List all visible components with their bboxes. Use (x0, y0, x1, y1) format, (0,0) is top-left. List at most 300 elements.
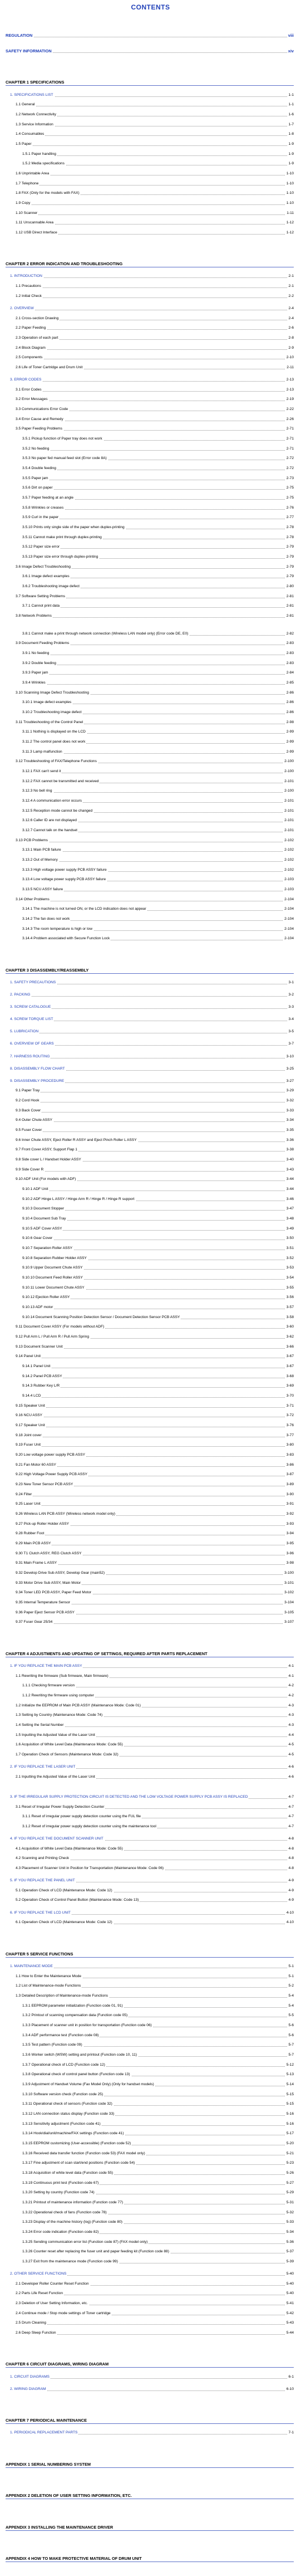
toc-entry-title: 9.10.1 ADF Unit (6, 1187, 50, 1191)
toc-entry-page: 2-86 (286, 700, 294, 705)
toc-entry[interactable] (6, 466, 294, 471)
toc-entry[interactable] (6, 1364, 294, 1369)
toc-entry-page: 4-2 (288, 1694, 294, 1697)
toc-entry[interactable] (6, 1066, 294, 1072)
toc-entry[interactable] (6, 1723, 294, 1728)
toc-entry[interactable] (6, 1305, 294, 1310)
toc-entry[interactable] (6, 641, 294, 646)
toc-entry[interactable] (6, 1098, 294, 1104)
toc-entry[interactable] (6, 897, 294, 902)
toc-entry-page: 5-15 (286, 2102, 294, 2106)
toc-entry[interactable] (6, 1374, 294, 1379)
toc-entry-title: 4.1 Acquisition of White Level Data (Maintenance Mode: Code 55) (6, 1847, 124, 1851)
toc-entry[interactable] (6, 2151, 294, 2157)
toc-entry[interactable] (6, 1187, 294, 1192)
toc-entry-page: 3-100 (284, 1571, 294, 1575)
toc-entry[interactable] (6, 544, 294, 550)
toc-entry-page: 5-12 (286, 2062, 294, 2067)
toc-entry-title: 7. HARNESS ROUTING (6, 1055, 51, 1058)
toc-entry-title: 3.13.4 Low voltage power supply PCB ASSY failure (6, 877, 107, 881)
toc-entry-page: 2-104 (284, 936, 294, 941)
toc-entry[interactable] (6, 2311, 294, 2316)
toc-entry[interactable] (6, 1836, 294, 1842)
toc-entry-title: 1.3.9 Adjustment of Handset Volume (Fax Model Only) (Only for handset models) (6, 2082, 155, 2086)
toc-entry-title: 9.26 Wireless LAN PCB ASSY (Wireless network model only) (6, 1512, 116, 1516)
toc-entry-title: 5. LUBRICATION (6, 1030, 40, 1033)
toc-entry[interactable] (6, 729, 294, 735)
toc-entry[interactable] (6, 102, 294, 108)
toc-entry-page: 4-5 (288, 1743, 294, 1747)
toc-entry-title: 1.5.1 Paper handling (6, 152, 57, 156)
toc-entry[interactable] (6, 2180, 294, 2186)
toc-entry-title: 3.13.3 High voltage power supply PCB ASSY failure (6, 868, 108, 872)
toc-entry[interactable] (6, 1888, 294, 1894)
toc-entry[interactable] (6, 1693, 294, 1699)
toc-entry[interactable] (6, 916, 294, 922)
toc-entry-page: 3-89 (286, 1482, 294, 1486)
toc-entry[interactable] (6, 584, 294, 589)
toc-entry[interactable] (6, 720, 294, 725)
toc-entry[interactable] (6, 992, 294, 998)
toc-entry-page: 3-43 (286, 1167, 294, 1172)
toc-entry[interactable] (6, 847, 294, 853)
toc-entry-page: 3-96 (286, 1551, 294, 1555)
toc-entry-title: 3.13.1 Main PCB failure (6, 848, 62, 852)
toc-entry[interactable] (6, 1216, 294, 1222)
toc-entry[interactable] (6, 1403, 294, 1409)
toc-entry[interactable] (6, 926, 294, 932)
toc-entry[interactable] (6, 2301, 294, 2306)
toc-entry[interactable] (6, 2219, 294, 2225)
toc-entry[interactable] (6, 92, 294, 98)
toc-entry[interactable] (6, 476, 294, 481)
toc-entry[interactable] (6, 2374, 294, 2380)
toc-entry-title: 1.9 Copy (6, 201, 31, 205)
toc-entry-title: 2.3 Deletion of User Setting Information, etc. (6, 2301, 89, 2305)
toc-entry[interactable] (6, 1285, 294, 1291)
toc-entry-title: 1. PERIODICAL REPLACEMENT PARTS (6, 2431, 78, 2434)
toc-entry[interactable] (6, 112, 294, 118)
toc-entry[interactable] (6, 426, 294, 432)
toc-entry-title: 3.5.13 Paper size error through duplex-printing (6, 555, 99, 559)
toc-entry-page: 2-103 (284, 887, 294, 892)
toc-entry[interactable] (6, 294, 294, 299)
toc-entry[interactable] (6, 2092, 294, 2097)
toc-entry-page: 4-6 (288, 1774, 294, 1779)
toc-entry[interactable] (6, 345, 294, 351)
toc-entry[interactable] (6, 710, 294, 715)
toc-entry[interactable] (6, 700, 294, 705)
toc-entry[interactable] (6, 1236, 294, 1241)
toc-entry[interactable] (6, 1590, 294, 1596)
toc-entry[interactable] (6, 1492, 294, 1497)
toc-entry[interactable] (6, 1147, 294, 1153)
toc-entry[interactable] (6, 1794, 294, 1800)
toc-entry[interactable] (6, 2052, 294, 2058)
toc-entry-title: 3.7.1 Cannot print data (6, 604, 61, 608)
toc-entry[interactable] (6, 1226, 294, 1232)
toc-entry[interactable] (6, 1423, 294, 1428)
toc-entry[interactable] (6, 690, 294, 696)
toc-entry[interactable] (6, 670, 294, 676)
toc-entry[interactable] (6, 1866, 294, 1871)
toc-entry-page: 3-90 (286, 1492, 294, 1496)
toc-entry-title: CHAPTER 3 DISASSEMBLY/REASSEMBLY (6, 967, 89, 973)
toc-entry-page: 2-101 (284, 799, 294, 803)
toc-entry[interactable] (6, 2387, 294, 2392)
toc-entry[interactable] (6, 1275, 294, 1281)
toc-entry[interactable] (6, 1108, 294, 1114)
toc-entry[interactable] (6, 2111, 294, 2117)
toc-entry[interactable] (6, 335, 294, 341)
toc-entry[interactable] (6, 651, 294, 656)
toc-entry[interactable] (6, 739, 294, 745)
toc-entry-title: 9.35 Internal Temperature Sensor (6, 1601, 71, 1604)
toc-entry[interactable] (6, 1433, 294, 1438)
toc-entry[interactable] (6, 1004, 294, 1010)
toc-entry[interactable] (6, 2259, 294, 2265)
toc-entry[interactable] (6, 1610, 294, 1616)
toc-entry[interactable] (6, 2023, 294, 2028)
toc-entry[interactable] (6, 1157, 294, 1163)
toc-entry[interactable] (6, 906, 294, 912)
toc-entry[interactable] (6, 1054, 294, 1060)
toc-entry[interactable] (6, 1856, 294, 1861)
toc-entry-title: 9.6 Inner Chute ASSY, Eject Roller R ASSY and Eject Pinch Roller L ASSY (6, 1138, 138, 1142)
toc-entry[interactable] (6, 1521, 294, 1527)
toc-entry-page: 2-26 (286, 417, 294, 421)
toc-entry[interactable] (6, 1029, 294, 1035)
toc-entry[interactable] (6, 2141, 294, 2146)
toc-entry-title: 1.1.2 Rewriting the firmware using computer (6, 1694, 95, 1697)
toc-entry[interactable] (6, 2240, 294, 2245)
toc-entry[interactable] (6, 818, 294, 823)
toc-entry[interactable] (6, 1472, 294, 1477)
toc-entry-page: 3-3 (288, 1005, 294, 1009)
toc-entry[interactable] (6, 2281, 294, 2287)
toc-entry-page: 4-3 (288, 1723, 294, 1727)
toc-entry[interactable] (6, 877, 294, 882)
toc-entry[interactable] (6, 387, 294, 393)
toc-entry-title: 3.5.11 Cannot make print through duplex-printing (6, 535, 103, 539)
toc-entry[interactable] (6, 2229, 294, 2235)
toc-entry-page: 2-104 (284, 926, 294, 931)
toc-entry-page: 3-95 (286, 1541, 294, 1545)
toc-entry[interactable] (6, 603, 294, 609)
toc-entry[interactable] (6, 495, 294, 501)
toc-entry[interactable] (6, 2200, 294, 2206)
toc-entry[interactable] (6, 1674, 294, 1679)
toc-entry[interactable] (6, 1079, 294, 1084)
toc-entry[interactable] (6, 2121, 294, 2127)
toc-entry[interactable] (6, 2249, 294, 2255)
toc-entry-page: 5-13 (286, 2072, 294, 2077)
toc-entry[interactable] (6, 306, 294, 311)
toc-entry[interactable] (6, 171, 294, 177)
toc-entry-title: 1. IF YOU REPLACE THE MAIN PCB ASSY (6, 1664, 83, 1668)
toc-entry[interactable] (6, 1580, 294, 1586)
toc-entry-title: 2. WIRING DIAGRAM (6, 2387, 47, 2391)
toc-entry-title: 9.32 Develop Drive Sub ASSY, Develop Gear (main52) (6, 1571, 106, 1575)
toc-entry-title: 9. DISASSEMBLY PROCEDURE (6, 1079, 65, 1083)
toc-entry[interactable] (6, 631, 294, 637)
toc-entry[interactable] (6, 1541, 294, 1546)
toc-entry-page: 2-99 (286, 749, 294, 754)
toc-entry[interactable] (6, 525, 294, 530)
dot-leader (6, 204, 294, 205)
toc-entry[interactable] (6, 1993, 294, 1999)
toc-entry-title: 1. MAINTENANCE MODE (6, 1964, 54, 1968)
toc-entry[interactable] (6, 485, 294, 491)
toc-entry[interactable] (6, 1206, 294, 1212)
toc-entry[interactable] (6, 2330, 294, 2336)
toc-entry[interactable] (6, 1619, 294, 1625)
toc-entry-title: SAFETY INFORMATION (6, 48, 52, 53)
toc-entry-page: 5-7 (288, 2052, 294, 2057)
toc-entry[interactable] (6, 749, 294, 755)
dot-leader (6, 391, 294, 392)
toc-entry[interactable] (6, 1663, 294, 1669)
toc-entry[interactable] (6, 1315, 294, 1320)
toc-entry[interactable] (6, 1413, 294, 1418)
toc-entry[interactable] (6, 1177, 294, 1182)
toc-entry-title: 1. SAFETY PRECAUTIONS (6, 980, 57, 984)
toc-entry[interactable] (6, 48, 294, 54)
toc-entry[interactable] (6, 838, 294, 843)
toc-entry[interactable] (6, 808, 294, 814)
toc-entry[interactable] (6, 1462, 294, 1468)
toc-entry[interactable] (6, 284, 294, 289)
toc-entry[interactable] (6, 2003, 294, 2009)
toc-entry-title: 1.3.16 Received data transfer function (Function code 53) (FAX model only) (6, 2151, 146, 2155)
toc-entry[interactable] (6, 1764, 294, 1770)
toc-entry[interactable] (6, 535, 294, 540)
toc-entry[interactable] (6, 1482, 294, 1487)
toc-entry[interactable] (6, 1295, 294, 1300)
toc-entry[interactable] (6, 2033, 294, 2038)
toc-entry[interactable] (6, 1334, 294, 1340)
toc-entry[interactable] (6, 230, 294, 236)
toc-entry-title: 3.13.2 Out of Memory (6, 858, 59, 862)
toc-entry[interactable] (6, 181, 294, 187)
toc-entry[interactable] (6, 1501, 294, 1507)
toc-entry[interactable] (6, 2072, 294, 2077)
toc-entry[interactable] (6, 1088, 294, 1094)
toc-entry-page: 3-101 (284, 1580, 294, 1585)
toc-entry[interactable] (6, 1354, 294, 1359)
toc-entry[interactable] (6, 2042, 294, 2048)
toc-entry[interactable] (6, 1983, 294, 1989)
toc-entry[interactable] (6, 1846, 294, 1852)
toc-entry[interactable] (6, 1814, 294, 1819)
toc-entry[interactable] (6, 759, 294, 764)
toc-entry[interactable] (6, 1824, 294, 1829)
toc-entry[interactable] (6, 1600, 294, 1606)
toc-entry[interactable] (6, 1897, 294, 1903)
toc-entry-page: 5-16 (286, 2121, 294, 2126)
toc-entry[interactable] (6, 1452, 294, 1458)
toc-entry-page: 2-101 (284, 818, 294, 823)
toc-entry[interactable] (6, 1246, 294, 1251)
toc-entry[interactable] (6, 1774, 294, 1780)
toc-entry[interactable] (6, 365, 294, 370)
toc-entry[interactable] (6, 779, 294, 784)
toc-entry[interactable] (6, 1703, 294, 1709)
toc-entry[interactable] (6, 274, 294, 279)
toc-entry[interactable] (6, 1742, 294, 1748)
toc-entry[interactable] (6, 857, 294, 863)
toc-entry[interactable] (6, 1910, 294, 1916)
toc-entry[interactable] (6, 2291, 294, 2296)
toc-entry[interactable] (6, 1570, 294, 1576)
toc-entry[interactable] (6, 613, 294, 619)
toc-entry[interactable] (6, 1265, 294, 1271)
toc-entry[interactable] (6, 2160, 294, 2166)
toc-entry-title: 1. INTRODUCTION (6, 274, 43, 278)
toc-entry[interactable] (6, 446, 294, 452)
toc-entry-title: 9.30 T1 Clutch ASSY, REG Clutch ASSY (6, 1552, 83, 1555)
toc-entry-title: 9.12 Pull Arm L / Pull Arm R / Pull Arm Spring (6, 1335, 90, 1339)
toc-entry[interactable] (6, 220, 294, 226)
toc-entry[interactable] (6, 2210, 294, 2216)
toc-entry-title: 2.1 Cross-section Drawing (6, 316, 60, 320)
toc-entry[interactable] (6, 2271, 294, 2277)
toc-entry[interactable] (6, 788, 294, 794)
toc-entry[interactable] (6, 828, 294, 833)
toc-entry[interactable] (6, 325, 294, 331)
toc-entry[interactable] (6, 1383, 294, 1389)
toc-entry-title: 9.15 Speaker Unit (6, 1404, 46, 1408)
toc-entry[interactable] (6, 1138, 294, 1143)
toc-entry-page: 2-71 (286, 436, 294, 441)
toc-entry[interactable] (6, 1511, 294, 1517)
toc-entry-page: 3-1 (288, 980, 294, 984)
dot-leader (6, 1407, 294, 1408)
toc-entry[interactable] (6, 456, 294, 461)
toc-entry[interactable] (6, 936, 294, 941)
toc-entry[interactable] (6, 1878, 294, 1884)
toc-entry-title: 9.23 New Toner Sensor PCB ASSY (6, 1482, 74, 1486)
toc-entry[interactable] (6, 1324, 294, 1330)
toc-entry-title: 3.14.4 Problem associated with Secure Function Lock (6, 936, 111, 940)
toc-entry[interactable] (6, 1442, 294, 1448)
toc-entry[interactable] (6, 1713, 294, 1718)
toc-entry-title: 9.1 Paper Tray (6, 1089, 41, 1092)
toc-entry-page: 2-102 (284, 858, 294, 862)
toc-entry-page: 2-86 (286, 690, 294, 695)
toc-entry[interactable] (6, 1344, 294, 1350)
toc-entry[interactable] (6, 564, 294, 570)
toc-entry[interactable] (6, 161, 294, 167)
toc-entry[interactable] (6, 152, 294, 157)
toc-entry[interactable] (6, 2170, 294, 2176)
toc-entry[interactable] (6, 2320, 294, 2326)
toc-entry[interactable] (6, 1752, 294, 1758)
toc-entry[interactable] (6, 798, 294, 804)
toc-entry[interactable] (6, 2082, 294, 2087)
toc-entry[interactable] (6, 2101, 294, 2107)
toc-entry[interactable] (6, 867, 294, 873)
toc-entry-page: 3-93 (286, 1521, 294, 1526)
toc-entry-title: 3.5.9 Curl in the paper (6, 515, 60, 519)
toc-entry[interactable] (6, 355, 294, 360)
toc-entry-title: 9.10 ADF Unit (For models with ADF) (6, 1177, 77, 1181)
toc-entry[interactable] (6, 1920, 294, 1925)
toc-entry[interactable] (6, 191, 294, 196)
toc-entry-title: 3.14.2 The fan does not work (6, 917, 71, 921)
toc-entry[interactable] (6, 2013, 294, 2018)
toc-entry[interactable] (6, 211, 294, 216)
toc-entry[interactable] (6, 2190, 294, 2196)
toc-entry[interactable] (6, 887, 294, 892)
toc-entry[interactable] (6, 1804, 294, 1810)
toc-entry[interactable] (6, 407, 294, 412)
toc-entry[interactable] (6, 1118, 294, 1123)
toc-entry[interactable] (6, 1197, 294, 1202)
toc-entry[interactable] (6, 201, 294, 206)
toc-entry-page: 5-21 (286, 2151, 294, 2155)
toc-entry-page: 3-34 (286, 1118, 294, 1123)
toc-entry[interactable] (6, 316, 294, 321)
toc-entry[interactable] (6, 505, 294, 511)
toc-entry[interactable] (6, 1531, 294, 1536)
toc-entry[interactable] (6, 417, 294, 422)
toc-entry[interactable] (6, 122, 294, 128)
toc-entry-title: CHAPTER 4 ADJUSTMENTS AND UPDATING OF SETTINGS, REQUIRED AFTER PARTS REPLACEMENT (6, 1651, 208, 1656)
toc-entry[interactable] (6, 574, 294, 579)
toc-entry[interactable] (6, 515, 294, 520)
toc-entry[interactable] (6, 1167, 294, 1173)
toc-entry[interactable] (6, 436, 294, 442)
toc-entry[interactable] (6, 680, 294, 686)
toc-entry[interactable] (6, 1733, 294, 1738)
toc-entry[interactable] (6, 1128, 294, 1133)
toc-entry[interactable] (6, 769, 294, 774)
dot-leader (6, 381, 294, 382)
toc-entry[interactable] (6, 1560, 294, 1566)
toc-entry-page: 3-94 (286, 1531, 294, 1536)
toc-entry[interactable] (6, 1964, 294, 1969)
toc-entry[interactable] (6, 1551, 294, 1557)
toc-entry-title: 1.3.6 Worker switch (WSW) setting and printout (Function code 10, 11) (6, 2053, 138, 2057)
toc-entry[interactable] (6, 2131, 294, 2136)
toc-entry[interactable] (6, 1683, 294, 1689)
toc-entry-page: 4-10 (286, 1920, 294, 1925)
toc-entry[interactable] (6, 142, 294, 147)
toc-entry[interactable] (6, 131, 294, 137)
toc-entry[interactable] (6, 1041, 294, 1047)
toc-entry-title: 1.12 USB Direct Interface (6, 231, 58, 235)
toc-entry[interactable] (6, 554, 294, 560)
toc-entry[interactable] (6, 377, 294, 383)
toc-entry[interactable] (6, 980, 294, 985)
toc-entry[interactable] (6, 594, 294, 599)
toc-entry[interactable] (6, 397, 294, 402)
toc-entry-title: 3.5.4 Double feeding (6, 466, 57, 470)
toc-entry[interactable] (6, 661, 294, 666)
toc-entry-page: 4-6 (288, 1765, 294, 1769)
toc-entry[interactable] (6, 2062, 294, 2068)
toc-entry[interactable] (6, 1017, 294, 1022)
toc-entry[interactable] (6, 1256, 294, 1261)
toc-entry[interactable] (6, 1393, 294, 1399)
toc-entry[interactable] (6, 1974, 294, 1979)
toc-entry-page: 1-7 (288, 122, 294, 126)
toc-entry-page: 3-87 (286, 1472, 294, 1477)
dot-leader (6, 329, 294, 330)
toc-entry[interactable] (6, 33, 294, 38)
toc-entry[interactable] (6, 2430, 294, 2436)
